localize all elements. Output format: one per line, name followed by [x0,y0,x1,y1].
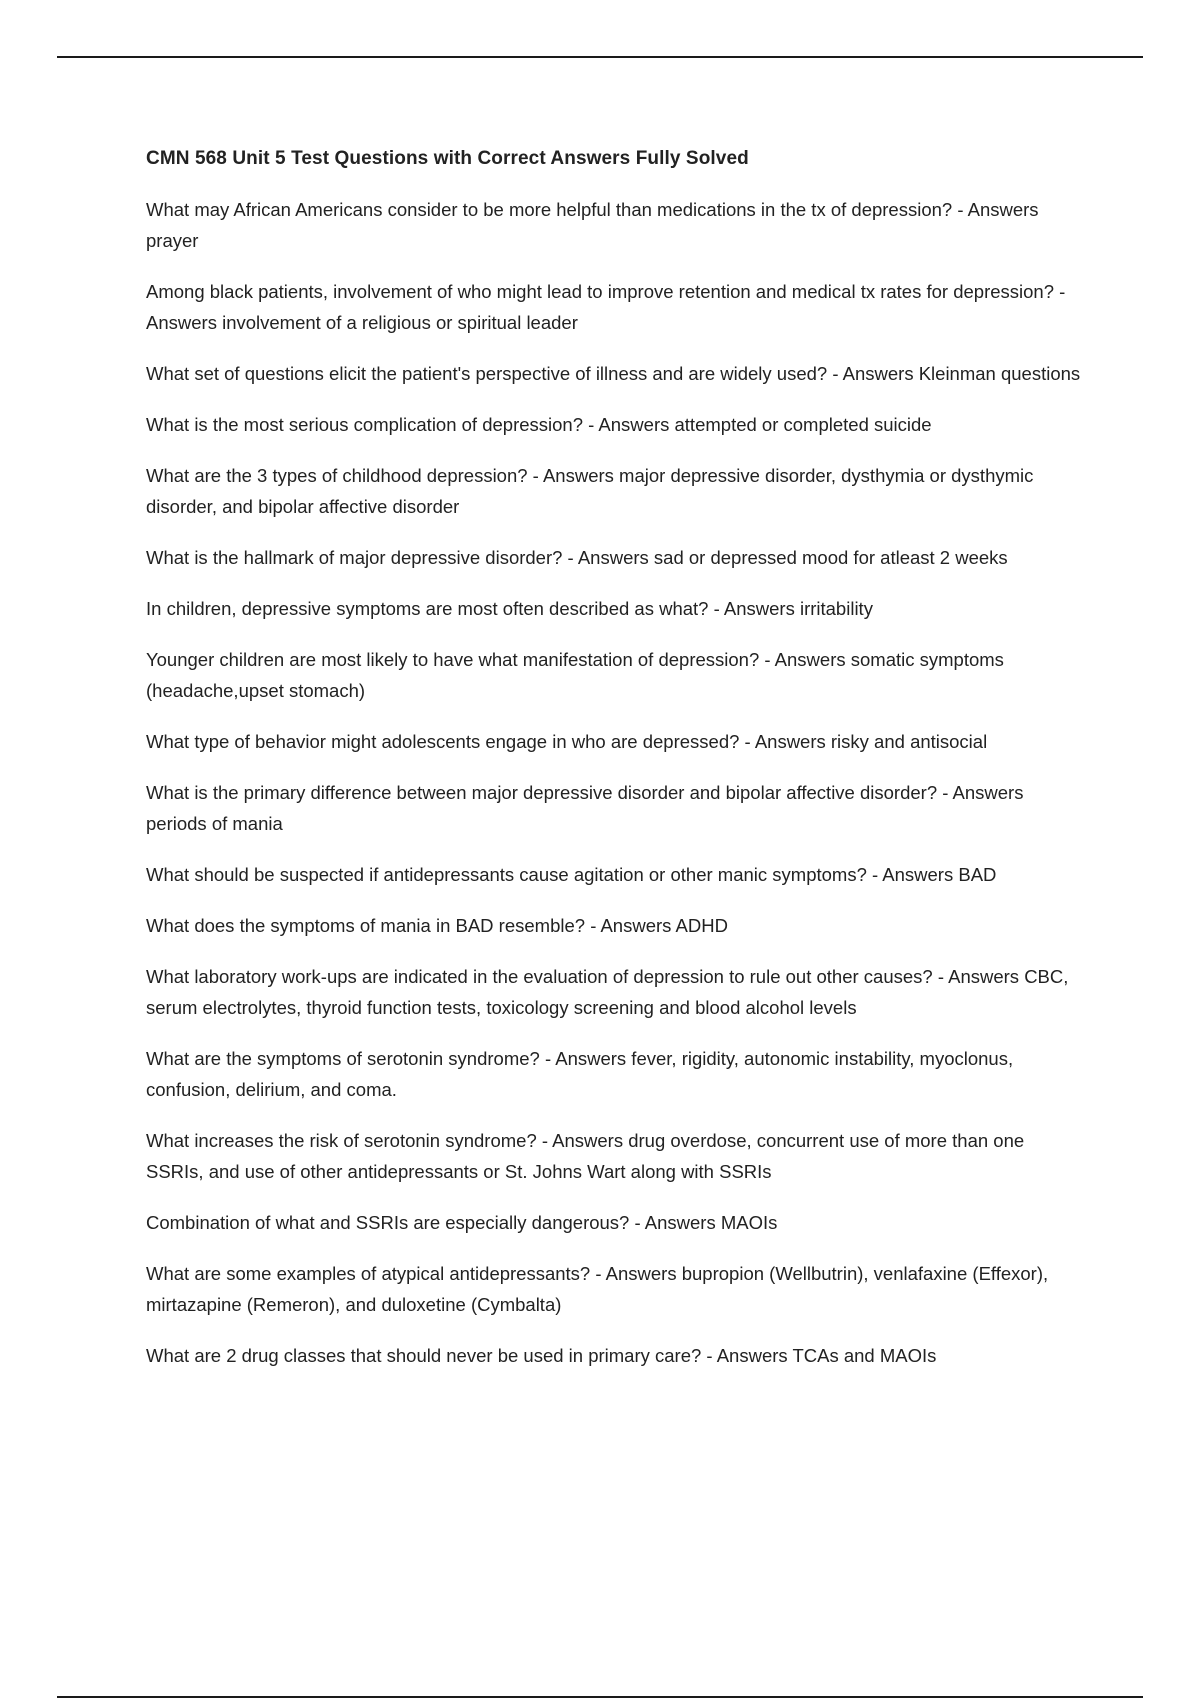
qa-item-18: What are 2 drug classes that should never be used in primary care? - Answers TCAs and MAOIs [146,1345,937,1366]
qa-item-8: Younger children are most likely to have what manifestation of depression? - Answers somatic symptoms (headache,upset stomach) [146,649,1004,701]
qa-item-9: What type of behavior might adolescents engage in who are depressed? - Answers risky and antisocial [146,731,988,752]
qa-item-3: What set of questions elicit the patient's perspective of illness and are widely used? - Answers Kleinman questions [146,363,1081,384]
qa-item-6: What is the hallmark of major depressive disorder? - Answers sad or depressed mood for atleast 2 weeks [146,547,1008,568]
top-rule [57,56,1143,58]
document-title: CMN 568 Unit 5 Test Questions with Correct Answers Fully Solved [146,148,749,169]
qa-item-4: What is the most serious complication of depression? - Answers attempted or completed suicide [146,414,932,435]
qa-item-14: What are the symptoms of serotonin syndrome? - Answers fever, rigidity, autonomic instability, myoclonus, confusion, delirium, and coma. [146,1048,1014,1100]
qa-item-10: What is the primary difference between major depressive disorder and bipolar affective disorder? - Answers periods of mania [146,782,1024,834]
qa-item-15: What increases the risk of serotonin syndrome? - Answers drug overdose, concurrent use of more than one SSRIs, and use of other antidepressants or St. Johns Wart along with SSRIs [146,1130,1025,1182]
qa-item-1: What may African Americans consider to be more helpful than medications in the tx of depression? - Answers prayer [146,199,1039,251]
qa-item-12: What does the symptoms of mania in BAD resemble? - Answers ADHD [146,915,728,936]
qa-item-7: In children, depressive symptoms are most often described as what? - Answers irritability [146,598,873,619]
qa-item-16: Combination of what and SSRIs are especially dangerous? - Answers MAOIs [146,1212,778,1233]
qa-item-2: Among black patients, involvement of who might lead to improve retention and medical tx rates for depression? - Answers involvement of a religious or spiritual leader [146,281,1066,333]
qa-item-17: What are some examples of atypical antidepressants? - Answers bupropion (Wellbutrin), venlafaxine (Effexor), mirtazapine (Remeron), and duloxetine (Cymbalta) [146,1263,1049,1315]
qa-item-11: What should be suspected if antidepressants cause agitation or other manic symptoms? - Answers BAD [146,864,997,885]
bottom-rule [57,1696,1143,1698]
qa-item-13: What laboratory work-ups are indicated in the evaluation of depression to rule out other causes? - Answers CBC, serum electrolytes, thyroid function tests, toxicology screening and blood alcohol levels [146,966,1069,1018]
document-body [146,144,1086,1391]
qa-item-5: What are the 3 types of childhood depression? - Answers major depressive disorder, dysthymia or dysthymic disorder, and bipolar affective disorder [146,465,1034,517]
